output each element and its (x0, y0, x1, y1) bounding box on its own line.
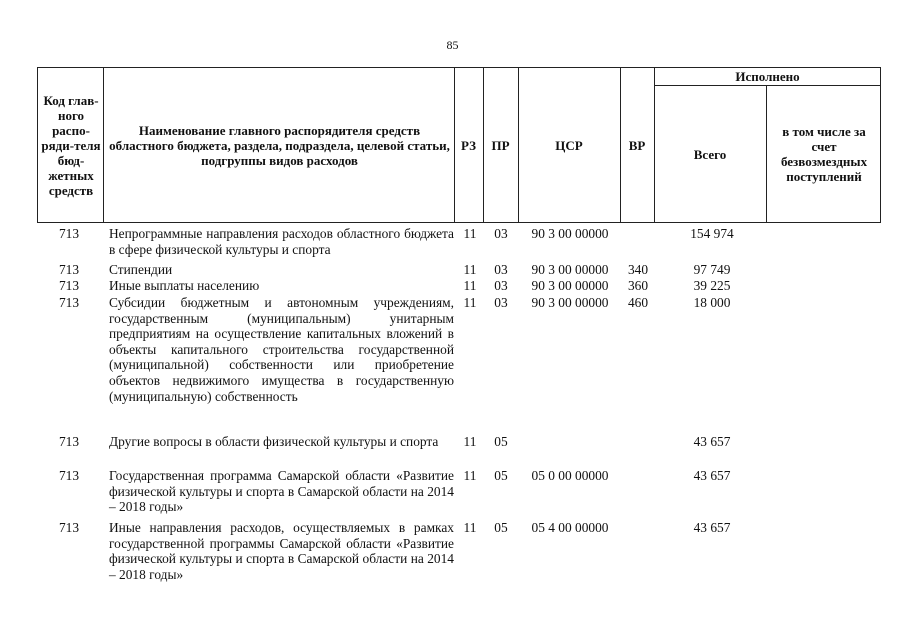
header-csr: ЦСР (555, 137, 583, 153)
cell-name: Иные направления расходов, осуществляемых в рамках государственной программы Самарской области «Развитие физической культуры и спорта в Самарской области на 2014 – 2018 годы» (109, 520, 454, 582)
cell-name: Непрограммные направления расходов областного бюджета в сфере физической культуры и спорта (109, 226, 454, 257)
cell-csr: 05 4 00 00000 (531, 520, 609, 535)
cell-name: Государственная программа Самарской области «Развитие физической культуры и спорта в Самарской области на 2014 – 2018 годы» (109, 468, 454, 515)
page-number: 85 (446, 38, 459, 52)
cell-code: 713 (58, 468, 80, 483)
header-rz: РЗ (461, 137, 476, 153)
cell-total: 43 657 (693, 520, 731, 535)
cell-pr: 03 (494, 226, 508, 241)
cell-pr: 05 (494, 468, 508, 483)
cell-csr: 90 3 00 00000 (531, 295, 609, 310)
cell-total: 39 225 (693, 278, 731, 293)
header-executed: Исполнено (735, 68, 800, 84)
table-header (37, 67, 881, 223)
cell-name: Иные выплаты населению (109, 278, 260, 293)
cell-total: 43 657 (693, 468, 731, 483)
cell-pr: 03 (494, 295, 508, 310)
cell-name: Субсидии бюджетным и автономным учреждениям, государственным (муниципальным) унитарным предприятиям на осуществление капитальных вложений в объекты капитального строительства государственной (муниципальной) собственности или приобретение объектов недвижимого имущества в государственную (муниципальную) собственность (109, 295, 454, 404)
header-right-border (880, 67, 881, 223)
cell-code: 713 (58, 226, 80, 241)
cell-code: 713 (58, 295, 80, 310)
cell-name: Другие вопросы в области физической культуры и спорта (109, 434, 439, 449)
cell-pr: 03 (494, 262, 508, 277)
cell-rz: 11 (463, 278, 477, 293)
cell-csr: 90 3 00 00000 (531, 226, 609, 241)
cell-vr: 360 (627, 278, 649, 293)
cell-rz: 11 (463, 434, 477, 449)
cell-csr: 05 0 00 00000 (531, 468, 609, 483)
header-pr: ПР (491, 137, 510, 153)
header-total: Всего (693, 146, 727, 162)
cell-total: 43 657 (693, 434, 731, 449)
cell-total: 97 749 (693, 262, 731, 277)
cell-rz: 11 (463, 520, 477, 535)
cell-code: 713 (58, 278, 80, 293)
cell-pr: 03 (494, 278, 508, 293)
cell-pr: 05 (494, 520, 508, 535)
cell-vr: 340 (627, 262, 649, 277)
header-free: в том числе за счет безвозмездных поступлений (780, 124, 868, 184)
cell-rz: 11 (463, 226, 477, 241)
cell-total: 18 000 (693, 295, 731, 310)
header-left-border (37, 67, 38, 223)
cell-pr: 05 (494, 434, 508, 449)
divider-total (766, 85, 767, 223)
cell-code: 713 (58, 520, 80, 535)
header-name: Наименование главного распорядителя средств областного бюджета, раздела, подраздела, целевой статьи, подгруппы видов расходов (109, 122, 450, 168)
cell-rz: 11 (463, 468, 477, 483)
cell-csr: 90 3 00 00000 (531, 262, 609, 277)
header-vr: ВР (628, 137, 646, 153)
cell-total: 154 974 (690, 226, 734, 241)
cell-csr: 90 3 00 00000 (531, 278, 609, 293)
cell-code: 713 (58, 262, 80, 277)
cell-vr: 460 (627, 295, 649, 310)
cell-name: Стипендии (109, 262, 173, 277)
cell-code: 713 (58, 434, 80, 449)
cell-rz: 11 (463, 262, 477, 277)
cell-rz: 11 (463, 295, 477, 310)
header-code: Код глав-ного распо-ряди-теля бюд-жетных средств (41, 92, 101, 198)
divider-code (103, 67, 104, 223)
